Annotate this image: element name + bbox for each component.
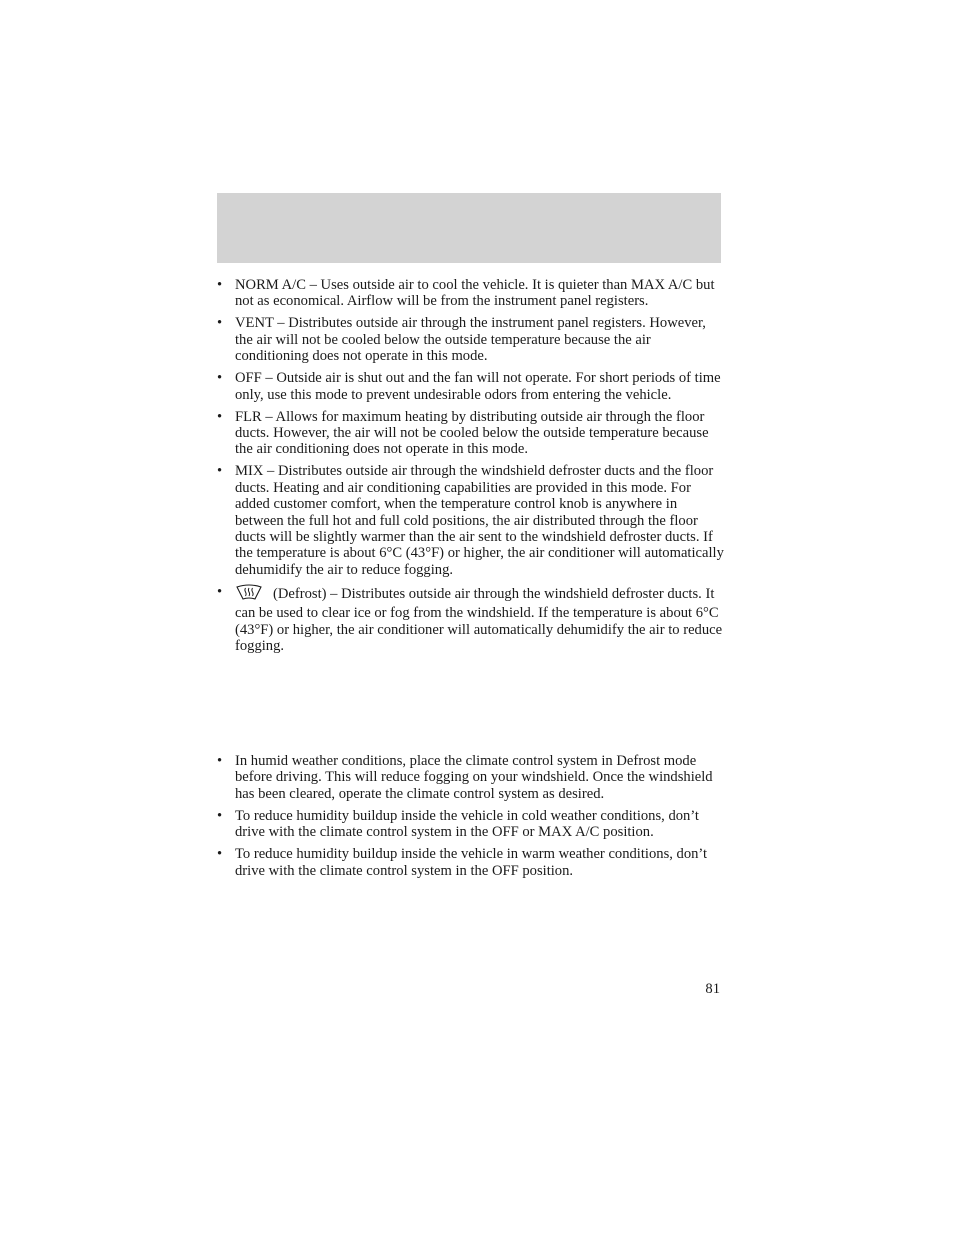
bullet: • <box>217 846 223 863</box>
climate-modes-list <box>217 277 727 660</box>
tip-cold-text: To reduce humidity buildup inside the vehicle in cold weather conditions, don’t drive with the climate control system in the OFF or MAX A/C position. <box>235 807 699 841</box>
section-header-band <box>217 193 721 263</box>
bullet: • <box>217 753 223 769</box>
list-item-norm-ac <box>217 277 727 310</box>
list-item-defrost <box>217 584 727 655</box>
list-item-off <box>217 370 727 403</box>
humidity-tips-list <box>217 753 727 885</box>
list-item-tip-humid <box>217 753 727 802</box>
list-item-tip-warm <box>217 846 727 879</box>
bullet: • <box>217 807 223 824</box>
bullet: • <box>217 315 223 332</box>
defrost-description: (Defrost) – Distributes outside air through the windshield defroster ducts. It can be used to clear ice or fog from the windshield. If the temperature is about 6°C (43°F) or higher, the air conditioner will automatically dehumidify the air to reduce fogging. <box>235 585 723 655</box>
off-description: OFF – Outside air is shut out and the fan will not operate. For short periods of time only, use this mode to prevent undesirable odors from entering the vehicle. <box>235 370 721 403</box>
tip-humid-text: In humid weather conditions, place the climate control system in Defrost mode before driving. This will reduce fogging on your windshield. Once the windshield has been cleared, operate the climate control system as desired. <box>235 753 713 802</box>
norm-ac-description: NORM A/C – Uses outside air to cool the vehicle. It is quieter than MAX A/C but not as economical. Airflow will be from the instrument panel registers. <box>235 277 715 310</box>
tip-warm-text: To reduce humidity buildup inside the vehicle in warm weather conditions, don’t drive with the climate control system in the OFF position. <box>235 846 708 879</box>
vent-description: VENT – Distributes outside air through the instrument panel registers. However, the air will not be cooled below the outside temperature because the air conditioning does not operate in this mode. <box>235 315 706 365</box>
bullet: • <box>217 463 223 480</box>
flr-description: FLR – Allows for maximum heating by distributing outside air through the floor ducts. However, the air will not be cooled below the outside temperature because the air conditioning does not operate in this mode. <box>235 408 709 458</box>
bullet: • <box>217 370 223 387</box>
bullet: • <box>217 583 223 600</box>
mix-description: MIX – Distributes outside air through the windshield defroster ducts and the floor ducts. Heating and air conditioning capabilities are provided in this mode. For added customer comfort, when the temperature control knob is anywhere in between the full hot and full cold positions, the air distributed through the floor ducts will be slightly warmer than the air sent to the windshield defroster ducts. If the temperature is about 6°C (43°F) or higher, the air conditioner will automatically dehumidify the air to reduce fogging. <box>235 463 724 578</box>
list-item-vent <box>217 315 727 364</box>
list-item-mix <box>217 463 727 578</box>
list-item-tip-cold <box>217 808 727 841</box>
bullet: • <box>217 277 223 293</box>
list-item-flr <box>217 409 727 458</box>
windshield-defrost-icon <box>235 584 263 605</box>
bullet: • <box>217 408 223 425</box>
page-number: 81 <box>705 981 720 997</box>
